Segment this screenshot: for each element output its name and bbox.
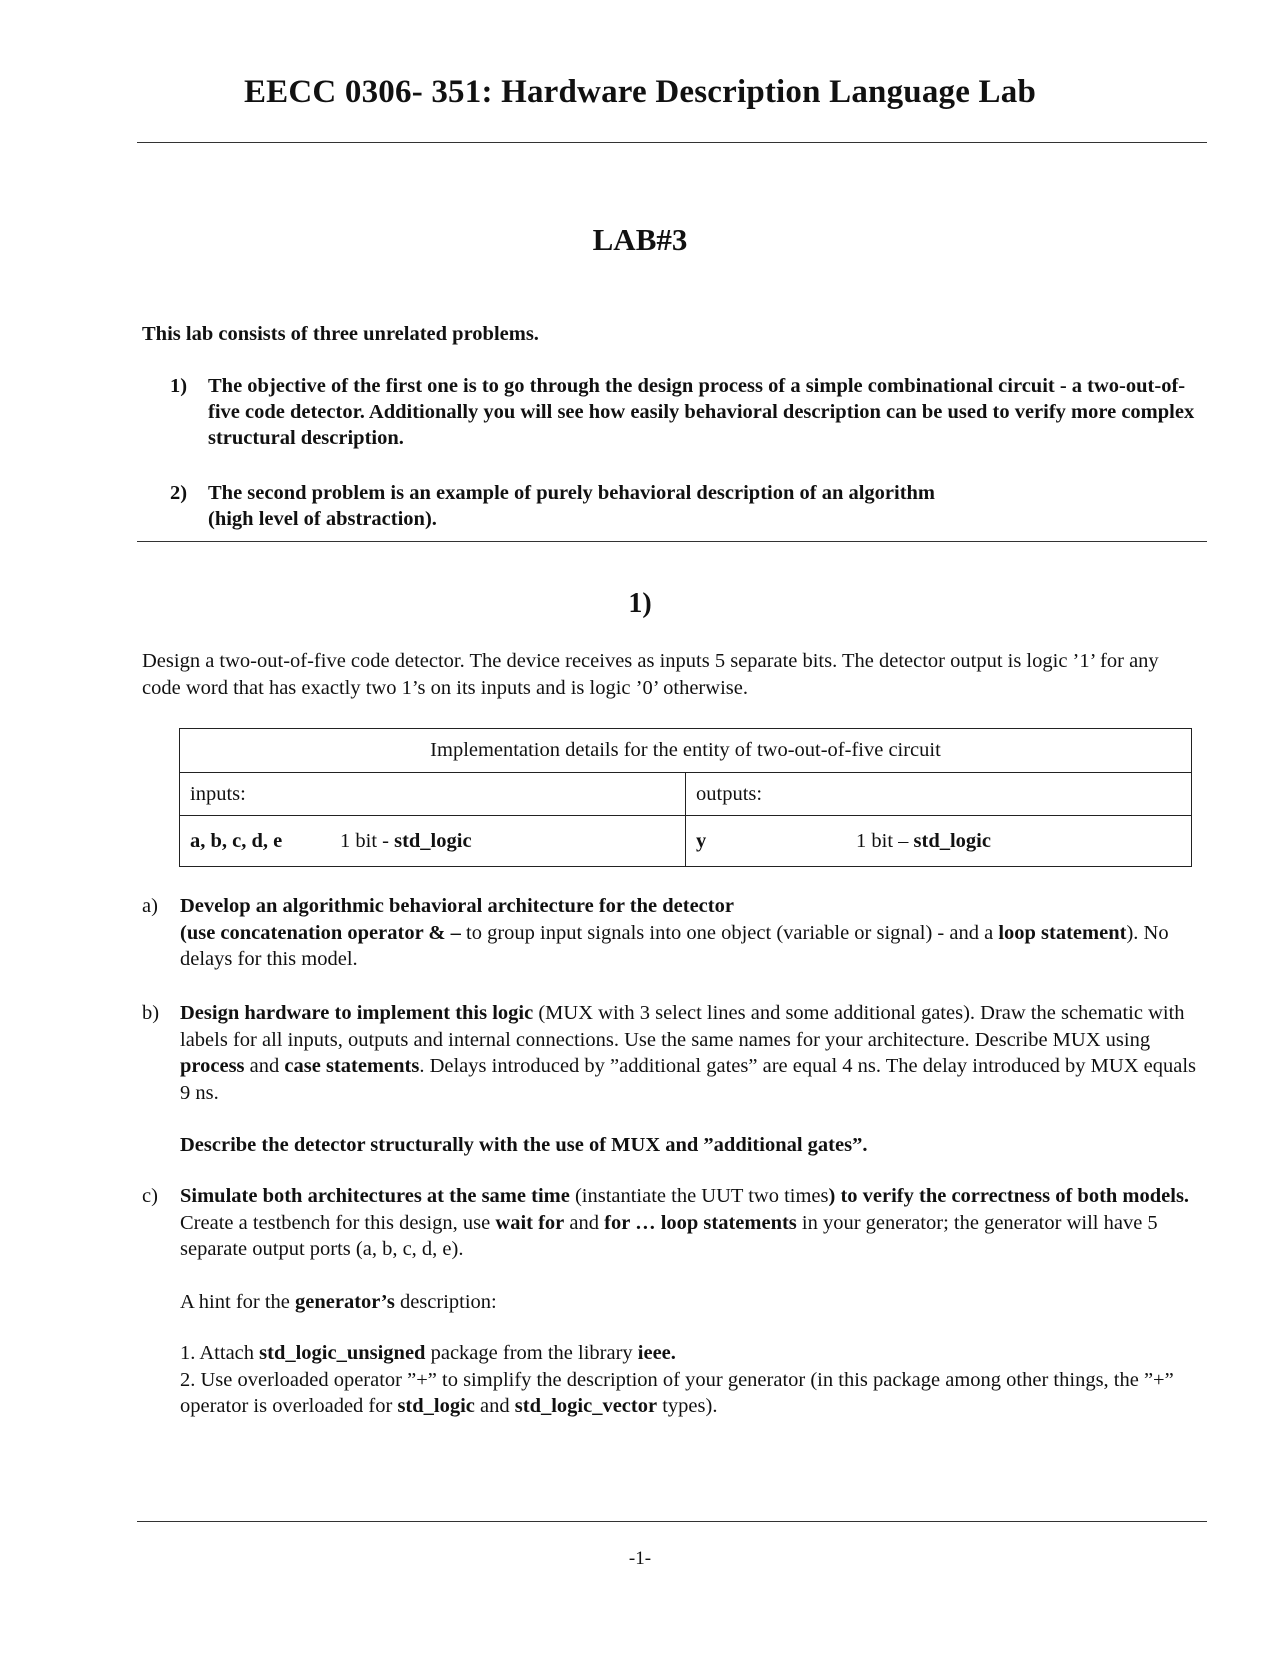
task-marker: a): [142, 895, 158, 917]
intro-divider: [137, 541, 1207, 542]
input-signals-cell: [180, 816, 686, 867]
task-body: [180, 1000, 1207, 1159]
course-title: EECC 0306- 351: Hardware Description Language Lab: [243, 74, 1037, 110]
outputs-label: outputs:: [686, 773, 1192, 816]
page-number: -1-: [628, 1548, 652, 1569]
task-text-bold: std_logic_unsigned: [259, 1342, 426, 1364]
hint-intro: [180, 1289, 1207, 1316]
task-text: in your generator; the generator will have 5 separate output ports (a, b, c, d, e).: [180, 1211, 1158, 1260]
task-text-bold: std_logic: [397, 1395, 475, 1417]
table-label-row: [180, 773, 1192, 816]
hint-item-1: [180, 1340, 1207, 1367]
task-text: package from the library: [425, 1342, 638, 1364]
task-body: [180, 1183, 1207, 1420]
task-testbench-text: [180, 1210, 1207, 1263]
problem-number: 2): [170, 482, 188, 504]
task-text: 1. Attach: [180, 1342, 260, 1364]
task-text-bold: std_logic_vector: [514, 1395, 658, 1417]
task-text-bold: ieee.: [637, 1342, 676, 1364]
inputs-label: inputs:: [180, 773, 686, 816]
table-header-row: [180, 729, 1192, 773]
header-divider: [137, 142, 1207, 143]
task-text: . Delays introduced by ”additional gates” are equal 4 ns. The delay introduced by MUX equals 9 ns.: [180, 1055, 1197, 1104]
task-title: Develop an algorithmic behavioral architecture for the detector: [180, 895, 734, 917]
footer-divider: [137, 1521, 1207, 1522]
task-text-bold: generator’s: [295, 1290, 395, 1313]
task-text: and: [244, 1055, 285, 1077]
task-text: (instantiate the UUT two times: [569, 1185, 829, 1207]
problem-item-1: [170, 373, 1200, 451]
table-caption: Implementation details for the entity of two-out-of-five circuit: [180, 729, 1192, 773]
output-signals-cell: [686, 816, 1192, 867]
table-signal-row: [180, 816, 1192, 867]
task-text: and: [564, 1211, 605, 1234]
task-text-bold: (use concatenation operator & –: [180, 921, 461, 944]
problem-item-2: [170, 480, 1200, 532]
problem-text-line: (high level of abstraction).: [208, 508, 437, 530]
input-width: 1 bit -: [340, 829, 395, 852]
output-signal-name: y: [696, 829, 707, 852]
task-body: [180, 893, 1207, 973]
task-text: 2. Use overloaded operator ”+” to simplify the description of your generator (in this package among other things, the ”+” operator is overloaded for: [180, 1368, 1174, 1417]
task-text-bold: loop statement: [998, 921, 1127, 944]
task-text: ). No delays for this model.: [180, 921, 1169, 970]
task-text: (MUX with 3 select lines and some additional gates). Draw the schematic with labels for all inputs, outputs and internal connections. Use the same names for your architecture. Describe MUX using: [180, 1002, 1185, 1051]
task-text: to group input signals into one object (variable or signal) - and a: [460, 921, 999, 944]
task-text-bold: for … loop statements: [604, 1211, 797, 1234]
implementation-table: [179, 728, 1192, 867]
task-text-bold: process: [180, 1055, 245, 1077]
intro-summary: This lab consists of three unrelated problems.: [142, 323, 539, 345]
problem-text-line: The second problem is an example of purely behavioral description of an algorithm: [208, 482, 936, 504]
lab-heading: LAB#3: [592, 222, 688, 257]
task-text: and: [474, 1395, 515, 1417]
task-text-bold: Simulate both architectures at the same time: [180, 1185, 570, 1207]
input-signal-names: a, b, c, d, e: [190, 829, 283, 852]
hint-item-2: [180, 1367, 1207, 1420]
task-text: types).: [657, 1395, 718, 1417]
problem-number: 1): [170, 375, 188, 397]
task-text: description:: [394, 1290, 497, 1313]
task-text-bold: wait for: [495, 1211, 565, 1234]
output-type: std_logic: [913, 829, 991, 852]
task-detail: [180, 920, 1207, 973]
task-text-bold: Design hardware to implement this logic: [180, 1002, 534, 1024]
output-width: 1 bit –: [856, 829, 914, 852]
task-detail: [180, 1000, 1207, 1106]
task-text-bold: case statements: [284, 1055, 420, 1077]
task-item-b: [142, 1000, 1207, 1159]
task-text: Create a testbench for this design, use: [180, 1211, 496, 1234]
task-marker: b): [142, 1002, 160, 1024]
problem-text: [208, 480, 1200, 532]
section-heading: 1): [628, 588, 652, 619]
section-description: Design a two-out-of-five code detector. The device receives as inputs 5 separate bits. The detector output is logic ’1’ for any code word that has exactly two 1’s on its inputs and is logic ’0’ otherwise.: [142, 650, 1159, 699]
task-item-c: [142, 1183, 1207, 1420]
input-type: std_logic: [394, 829, 472, 852]
task-marker: c): [142, 1185, 158, 1207]
task-text-bold: ) to verify the correctness of both models.: [828, 1185, 1190, 1207]
problem-text: The objective of the first one is to go through the design process of a simple combinational circuit - a two-out-of-five code detector. Additionally you will see how easily behavioral description can be used to verify more complex structural description.: [208, 375, 1195, 449]
task-text: A hint for the: [180, 1290, 296, 1313]
task-item-a: [142, 893, 1207, 973]
task-structural-note: Describe the detector structurally with the use of MUX and ”additional gates”.: [180, 1134, 868, 1156]
task-detail: [180, 1183, 1207, 1210]
